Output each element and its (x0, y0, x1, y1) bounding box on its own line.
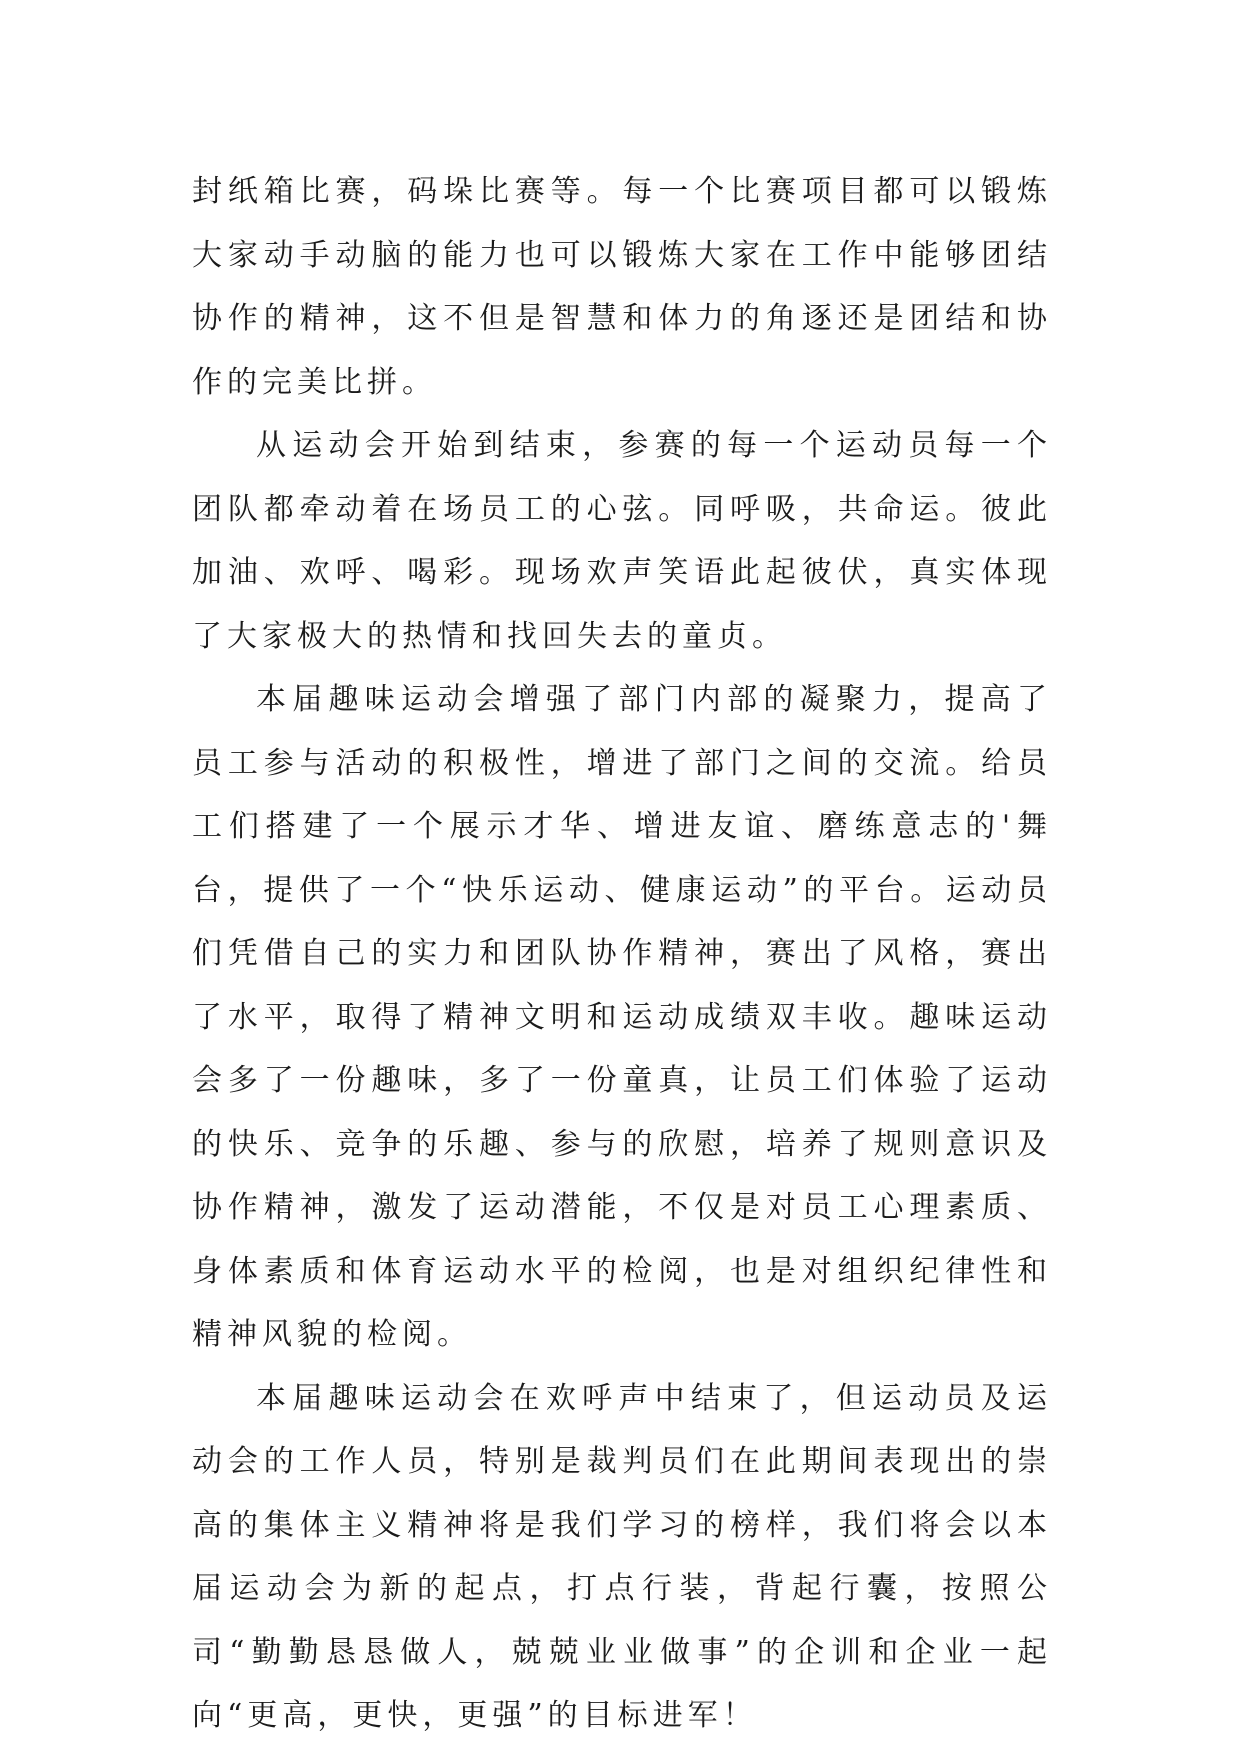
paragraph: 从运动会开始到结束，参赛的每一个运动员每一个团队都牵动着在场员工的心弦。同呼吸，共命运。彼此加油、欢呼、喝彩。现场欢声笑语此起彼伏，真实体现了大家极大的热情和找回失去的童贞。 (192, 428, 1052, 654)
paragraph: 本届趣味运动会在欢呼声中结束了，但运动员及运动会的工作人员，特别是裁判员们在此期间表现出的崇高的集体主义精神将是我们学习的榜样，我们将会以本届运动会为新的起点，打点行装，背起行囊，按照公司“勤勤恳恳做人，兢兢业业做事”的企训和企业一起向“更高，更快，更强”的目标进军！ (192, 1380, 1052, 1733)
document-body (192, 160, 1052, 1748)
paragraph: 本届趣味运动会增强了部门内部的凝聚力，提高了员工参与活动的积极性，增进了部门之间的交流。给员工们搭建了一个展示才华、增进友谊、磨练意志的'舞台，提供了一个“快乐运动、健康运动”的平台。运动员们凭借自己的实力和团队协作精神，赛出了风格，赛出了水平，取得了精神文明和运动成绩双丰收。趣味运动会多了一份趣味，多了一份童真，让员工们体验了运动的快乐、竞争的乐趣、参与的欣慰，培养了规则意识及协作精神，激发了运动潜能，不仅是对员工心理素质、身体素质和体育运动水平的检阅，也是对组织纪律性和精神风貌的检阅。 (192, 682, 1052, 1352)
paragraph-continuation: 封纸箱比赛，码垛比赛等。每一个比赛项目都可以锻炼大家动手动脑的能力也可以锻炼大家在工作中能够团结协作的精神，这不但是智慧和体力的角逐还是团结和协作的完美比拼。 (192, 174, 1052, 400)
